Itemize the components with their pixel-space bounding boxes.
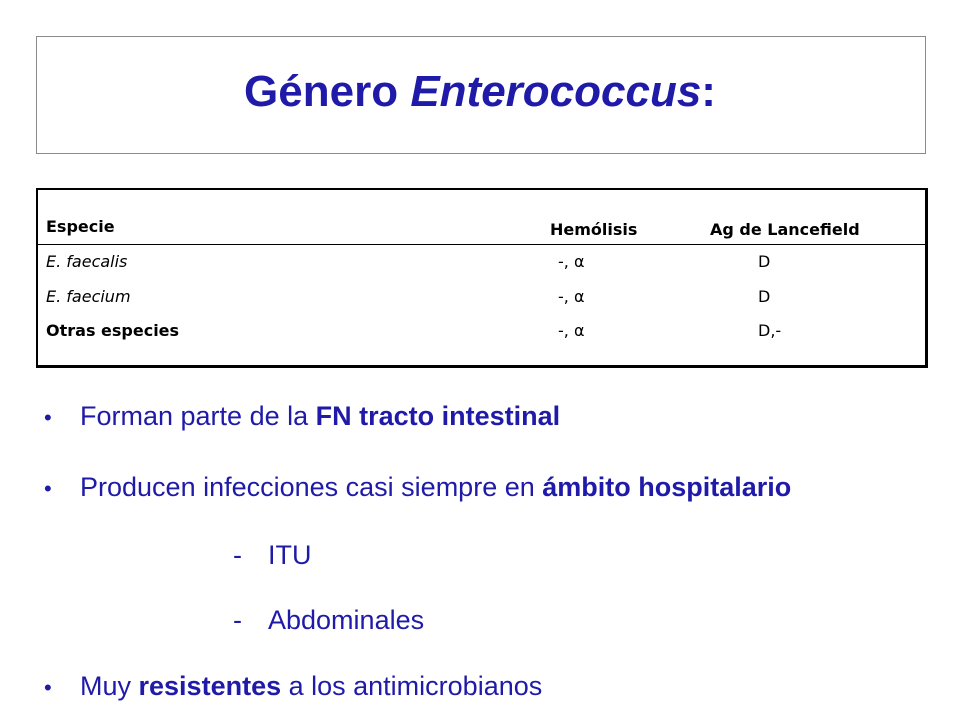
header-hemolysis: Hemólisis (550, 220, 638, 239)
row-lancefield: D (758, 252, 771, 271)
subitem-text: ITU (268, 540, 312, 570)
row-hemolysis: -, α (558, 252, 585, 271)
bullet-marker: • (44, 476, 52, 501)
header-divider (38, 244, 925, 245)
bullet-item: Forman parte de la FN tracto intestinal (80, 401, 561, 431)
bullet-item: Producen infecciones casi siempre en ámbito hospitalario (80, 472, 792, 502)
slide-title: Género Enterococcus: (244, 67, 716, 116)
row-hemolysis: -, α (558, 287, 585, 306)
subitem-marker: - (233, 605, 242, 635)
bullet-marker: • (44, 405, 52, 430)
row-lancefield: D (758, 287, 771, 306)
header-species: Especie (46, 217, 115, 236)
row-species: E. faecium (46, 287, 131, 306)
bullet-marker: • (44, 675, 52, 700)
row-species: E. faecalis (46, 252, 128, 271)
row-hemolysis: -, α (558, 321, 585, 340)
row-lancefield: D,- (758, 321, 782, 340)
row-species: Otras especies (46, 321, 180, 340)
title-genus: Enterococcus (410, 67, 702, 116)
header-lancefield: Ag de Lancefield (710, 220, 860, 239)
subitem-text: Abdominales (268, 605, 425, 635)
species-table (36, 188, 928, 368)
bullet-item: Muy resistentes a los antimicrobianos (80, 671, 543, 701)
subitem-marker: - (233, 540, 242, 570)
